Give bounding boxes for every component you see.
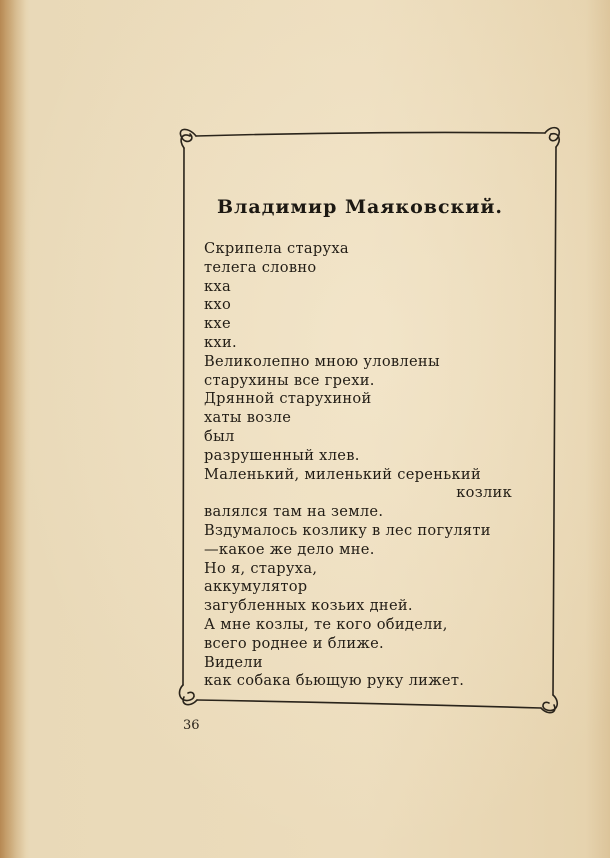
poem-line: всего роднее и ближе. [204, 634, 384, 652]
poem-line: кха [204, 277, 231, 295]
poem-line: аккумулятор [204, 578, 308, 596]
page-number: 36 [183, 718, 200, 733]
poem-line: валялся там на земле. [204, 503, 384, 521]
poem-line: Вздумалось козлику в лес погуляти [204, 521, 491, 539]
poem-line: хаты возле [204, 409, 292, 427]
poem-line: как собака бьющую руку лижет. [204, 672, 465, 690]
poem-line: старухины все грехи. [204, 371, 375, 389]
poem-line: —какое же дело мне. [204, 540, 375, 558]
poem-line: Маленький, миленький серенький [204, 465, 481, 483]
poem-line: Видели [204, 653, 263, 671]
poem-line: телега словно [204, 258, 317, 276]
poem-line: кхо [204, 296, 232, 314]
poem-line: был [204, 427, 235, 445]
poem-line-indented: козлик [456, 484, 512, 502]
poem-line: Скрипела старуха [204, 240, 349, 257]
poem-line: кхе [204, 315, 231, 333]
poem-line: разрушенный хлев. [204, 446, 360, 464]
poem-line: кхи. [204, 333, 237, 351]
poem-line: Дрянной старухиной [204, 390, 372, 408]
poem-title: Владимир Маяковский. [216, 196, 504, 218]
poem-line: А мне козлы, те кого обидели, [204, 615, 448, 633]
poem-line: Великолепно мною уловлены [204, 352, 440, 370]
poem-line: Но я, старуха, [204, 559, 318, 577]
poem-line: загубленных козьих дней. [204, 597, 413, 615]
poem-text [204, 240, 534, 691]
